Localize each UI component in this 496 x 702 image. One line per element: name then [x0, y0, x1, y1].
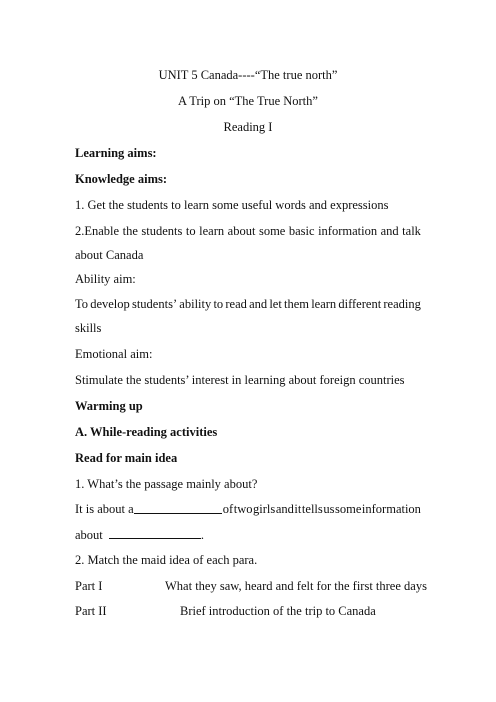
- word: to: [213, 297, 224, 311]
- answer-blank-2[interactable]: [109, 527, 201, 539]
- word: basic: [288, 224, 315, 238]
- word: us: [323, 502, 335, 516]
- word: to: [185, 224, 196, 238]
- match-row-part-2: [75, 604, 496, 619]
- question-2: 2. Match the maid idea of each para.: [75, 553, 258, 567]
- word: read: [225, 297, 247, 311]
- word: them: [284, 297, 309, 311]
- word: girls: [253, 502, 276, 516]
- lesson-subtitle: A Trip on “The True North”: [178, 94, 318, 108]
- word: learn: [311, 297, 337, 311]
- ability-aim-text-line-1: [75, 297, 421, 312]
- word: talk: [402, 224, 421, 238]
- word: information: [318, 224, 378, 238]
- answer-text-before-2: about: [75, 528, 103, 542]
- word: students: [141, 224, 183, 238]
- word: let: [269, 297, 282, 311]
- knowledge-aim-item-2-line-2: about Canada: [75, 248, 144, 262]
- word: some: [258, 224, 286, 238]
- main-idea-heading: Read for main idea: [75, 451, 178, 465]
- answer-text-before: It is about a: [75, 502, 134, 516]
- question-1-answer-line-1: [75, 502, 421, 517]
- word: ability: [179, 297, 212, 311]
- word: tells: [301, 502, 323, 516]
- knowledge-aim-item-2-line-1: [75, 224, 421, 239]
- word: develop: [90, 297, 130, 311]
- answer-period: .: [200, 528, 205, 542]
- question-1-answer-line-2: [75, 527, 421, 543]
- match-row-part-1: [75, 579, 496, 594]
- part-description: What they saw, heard and felt for the first three days: [165, 579, 427, 593]
- word: of: [222, 502, 234, 516]
- word: some: [334, 502, 362, 516]
- word: about: [227, 224, 256, 238]
- word: and: [249, 297, 268, 311]
- part-description: Brief introduction of the trip to Canada: [180, 604, 376, 618]
- section-title: Reading I: [223, 120, 273, 134]
- learning-aims-heading: Learning aims:: [75, 146, 157, 160]
- word: 2.Enable: [75, 224, 120, 238]
- while-reading-heading: A. While-reading activities: [75, 425, 218, 439]
- ability-aim-heading: Ability aim:: [75, 272, 136, 286]
- word: and: [380, 224, 399, 238]
- warming-up-heading: Warming up: [75, 399, 143, 413]
- emotional-aim-text: Stimulate the students’ interest in learning about foreign countries: [75, 373, 405, 387]
- word: learn: [199, 224, 225, 238]
- part-label: Part II: [75, 604, 107, 618]
- word: different: [338, 297, 382, 311]
- word: reading: [383, 297, 421, 311]
- word: students’: [131, 297, 178, 311]
- word: information: [361, 502, 421, 516]
- question-1: 1. What’s the passage mainly about?: [75, 477, 258, 491]
- part-label: Part I: [75, 579, 103, 593]
- word: it: [294, 502, 302, 516]
- word: and: [275, 502, 294, 516]
- word: To: [75, 297, 89, 311]
- ability-aim-text-line-2: skills: [75, 321, 102, 335]
- answer-blank-1[interactable]: [134, 502, 222, 514]
- knowledge-aims-heading: Knowledge aims:: [75, 172, 168, 186]
- word: the: [122, 224, 138, 238]
- knowledge-aim-item-1: 1. Get the students to learn some useful words and expressions: [75, 198, 389, 212]
- word: two: [233, 502, 253, 516]
- emotional-aim-heading: Emotional aim:: [75, 347, 153, 361]
- unit-title: UNIT 5 Canada----“The true north”: [158, 68, 338, 82]
